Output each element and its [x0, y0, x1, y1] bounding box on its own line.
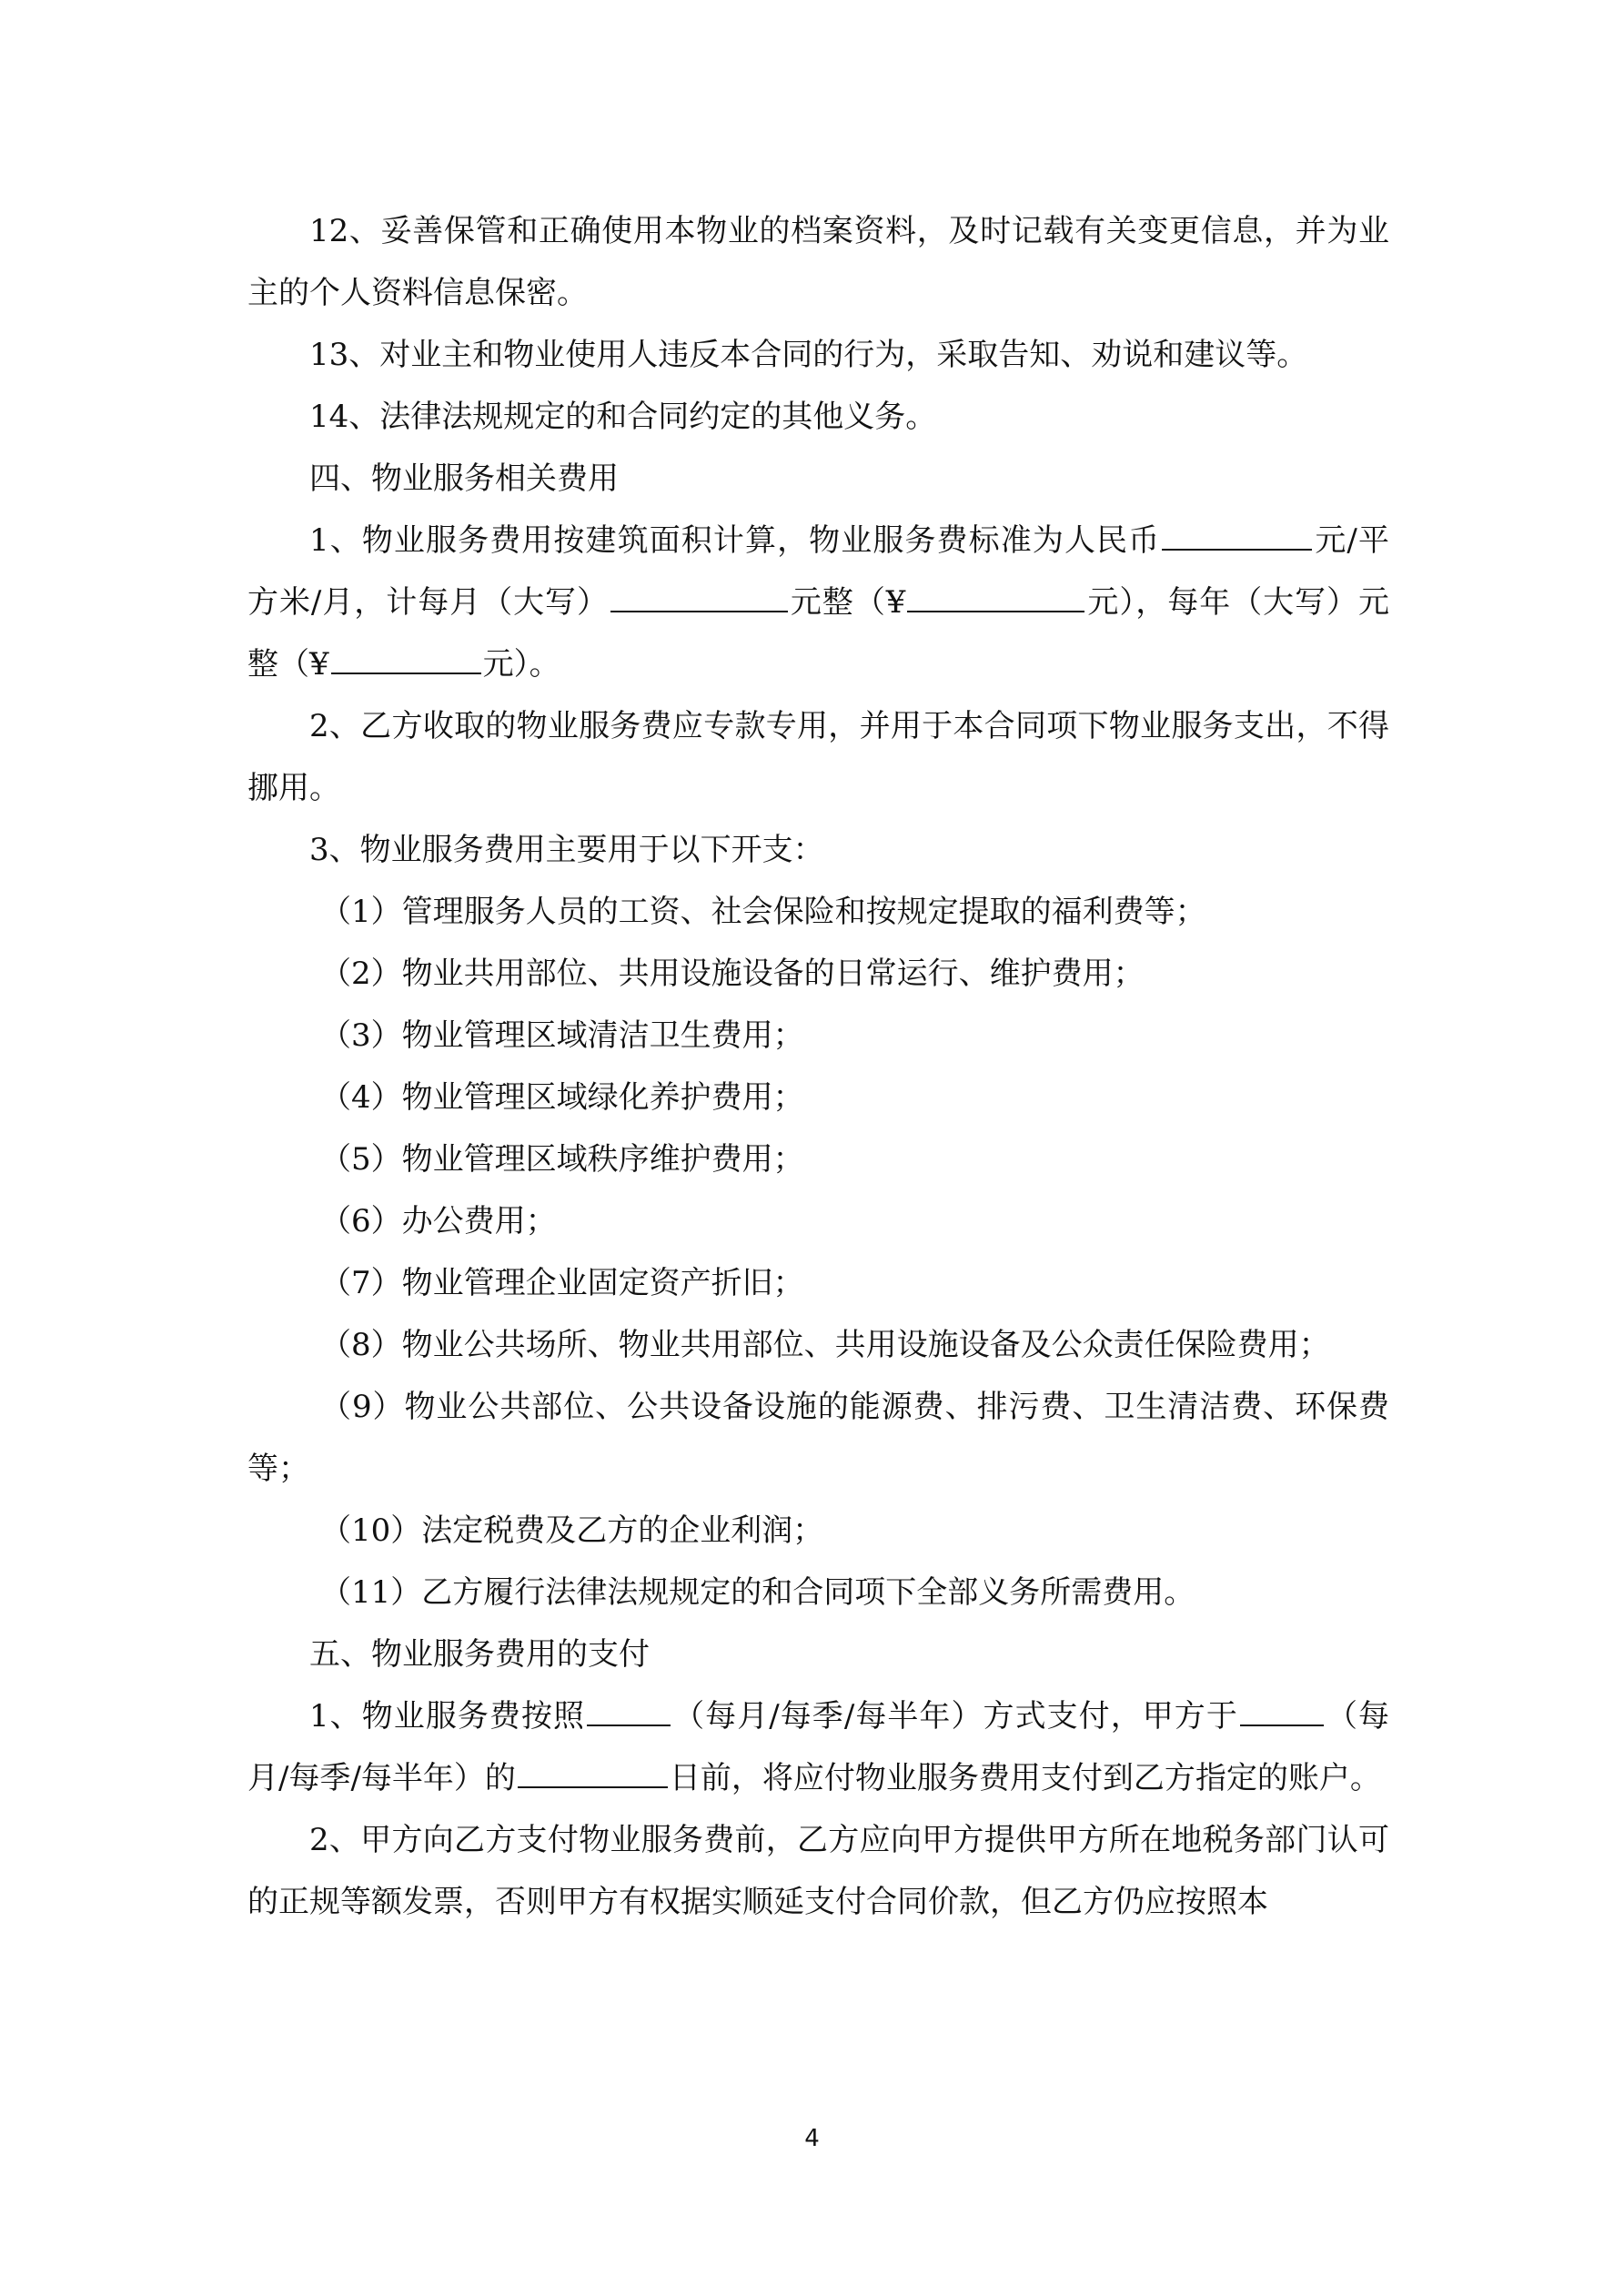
expense-item-3: （3）物业管理区域清洁卫生费用； [320, 1017, 804, 1054]
blank-payment-method [587, 1694, 671, 1726]
section-heading-4: 四、物业服务相关费用 [309, 460, 619, 497]
blank-fee-rate [1162, 518, 1312, 551]
expense-item-5: （5）物业管理区域秩序维护费用； [320, 1141, 804, 1178]
fee-clause-3: 3、物业服务费用主要用于以下开支： [309, 832, 824, 868]
expense-item-1: （1）管理服务人员的工资、社会保险和按规定提取的福利费等； [320, 894, 1206, 930]
fee-clause-1-c: 元整（¥ [789, 584, 906, 621]
expense-item-11: （11）乙方履行法律法规规定的和合同项下全部义务所需费用。 [320, 1574, 1195, 1611]
fee-clause-1-a: 1、物业服务费用按建筑面积计算，物业服务费标准为人民币 [309, 522, 1161, 559]
expense-item-4: （4）物业管理区域绿化养护费用； [320, 1079, 804, 1116]
blank-monthly-words [610, 580, 788, 612]
page-number: 4 [804, 2125, 820, 2152]
blank-monthly-amount [907, 580, 1084, 612]
expense-item-10: （10）法定税费及乙方的企业利润； [320, 1512, 824, 1549]
payment-clause-1 [247, 1685, 1389, 1809]
fee-clause-1-d: 元），每年（大写）元整（¥ [247, 584, 1389, 683]
expense-item-7: （7）物业管理企业固定资产折旧； [320, 1265, 804, 1301]
payment-clause-1-c: （每月/每季/每半年）的 [247, 1698, 1389, 1796]
document-body [247, 200, 1389, 1933]
clause-12: 12、妥善保管和正确使用本物业的档案资料，及时记载有关变更信息，并为业主的个人资料信息保密。 [247, 213, 1389, 311]
fee-clause-2: 2、乙方收取的物业服务费应专款专用，并用于本合同项下物业服务支出，不得挪用。 [247, 708, 1389, 806]
expense-item-6: （6）办公费用； [320, 1203, 557, 1239]
payment-clause-2: 2、甲方向乙方支付物业服务费前，乙方应向甲方提供甲方所在地税务部门认可的正规等额发票，否则甲方有权据实顺延支付合同价款，但乙方仍应按照本 [247, 1822, 1389, 1920]
payment-clause-1-b: （每月/每季/每半年）方式支付，甲方于 [672, 1698, 1238, 1735]
payment-clause-1-d: 日前，将应付物业服务费用支付到乙方指定的账户。 [669, 1760, 1381, 1796]
fee-clause-1 [247, 510, 1389, 695]
blank-payment-period [1240, 1694, 1324, 1726]
section-heading-5: 五、物业服务费用的支付 [309, 1636, 650, 1673]
expense-item-2: （2）物业共用部位、共用设施设备的日常运行、维护费用； [320, 956, 1145, 992]
blank-payment-day [518, 1755, 668, 1788]
clause-13: 13、对业主和物业使用人违反本合同的行为，采取告知、劝说和建议等。 [309, 337, 1308, 373]
fee-clause-1-e: 元）。 [482, 646, 560, 683]
clause-14: 14、法律法规规定的和合同约定的其他义务。 [309, 399, 937, 435]
fee-clause-1-b: 元/平方米/月，计每月（大写） [247, 522, 1389, 621]
expense-item-9: （9）物业公共部位、公共设备设施的能源费、排污费、卫生清洁费、环保费等； [247, 1389, 1389, 1487]
expense-item-8: （8）物业公共场所、物业共用部位、共用设施设备及公众责任保险费用； [320, 1327, 1330, 1363]
payment-clause-1-a: 1、物业服务费按照 [309, 1698, 586, 1735]
blank-yearly-amount [331, 642, 481, 674]
